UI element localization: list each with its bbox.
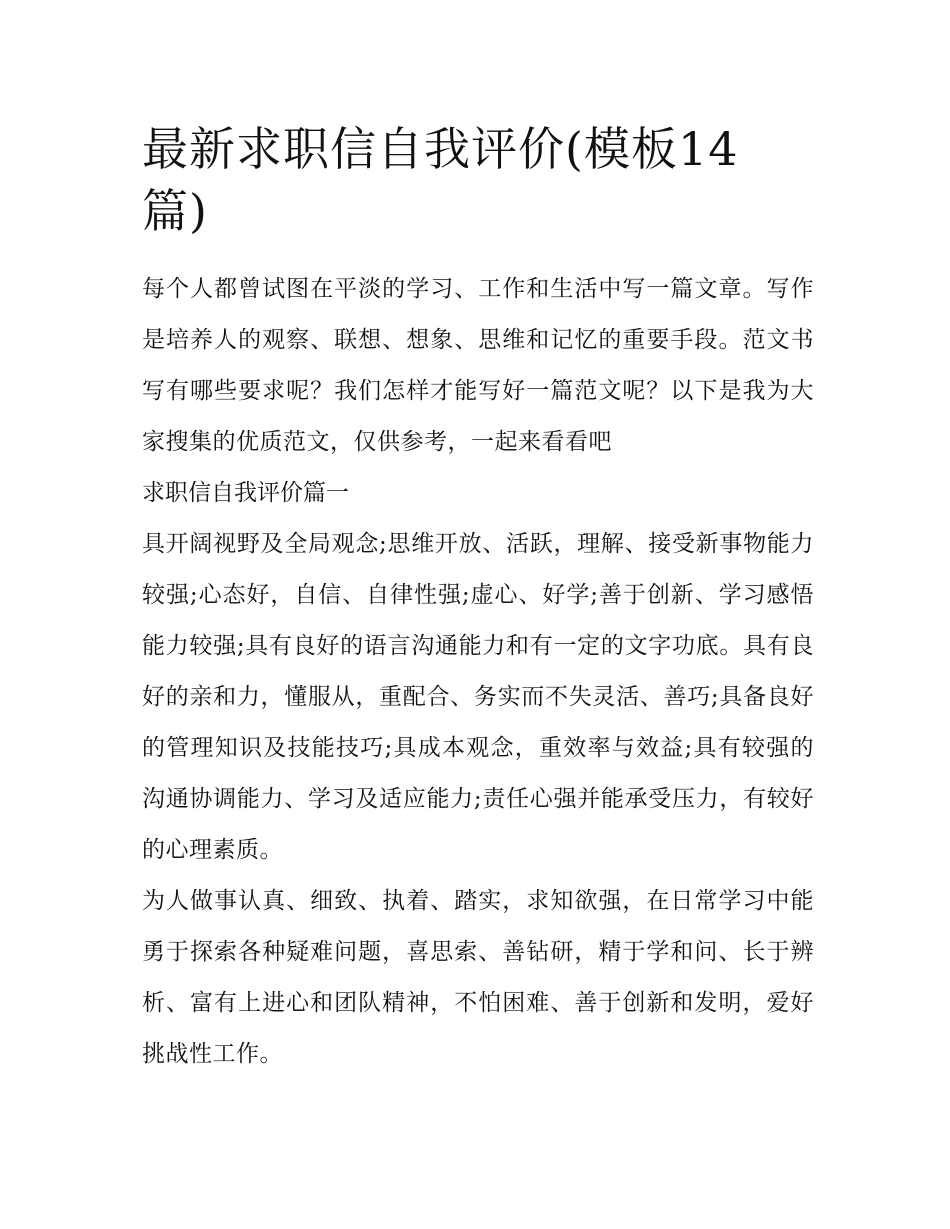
section-heading: 求职信自我评价篇一 [142, 480, 349, 506]
document-page [142, 118, 814, 1080]
document-title: 最新求职信自我评价(模板14篇) [142, 122, 739, 238]
body-paragraph-2: 为人做事认真、细致、执着、踏实，求知欲强，在日常学习中能勇于探索各种疑难问题，喜思索、善钻研，精于学和问、长于辨析、富有上进心和团队精神，不怕困难、善于创新和发明，爱好挑战性工作。 [142, 888, 814, 1067]
body-paragraph-1: 具开阔视野及全局观念;思维开放、活跃，理解、接受新事物能力较强;心态好，自信、自律性强;虚心、好学;善于创新、学习感悟能力较强;具有良好的语言沟通能力和有一定的文字功底。具有良好的亲和力，懂服从，重配合、务实而不失灵活、善巧;具备良好的管理知识及技能技巧;具成本观念，重效率与效益;具有较强的沟通协调能力、学习及适应能力;责任心强并能承受压力，有较好的心理素质。 [142, 531, 814, 863]
intro-paragraph: 每个人都曾试图在平淡的学习、工作和生活中写一篇文章。写作是培养人的观察、联想、想象、思维和记忆的重要手段。范文书写有哪些要求呢？我们怎样才能写好一篇范文呢？以下是我为大家搜集的优质范文，仅供参考，一起来看看吧 [142, 276, 814, 455]
